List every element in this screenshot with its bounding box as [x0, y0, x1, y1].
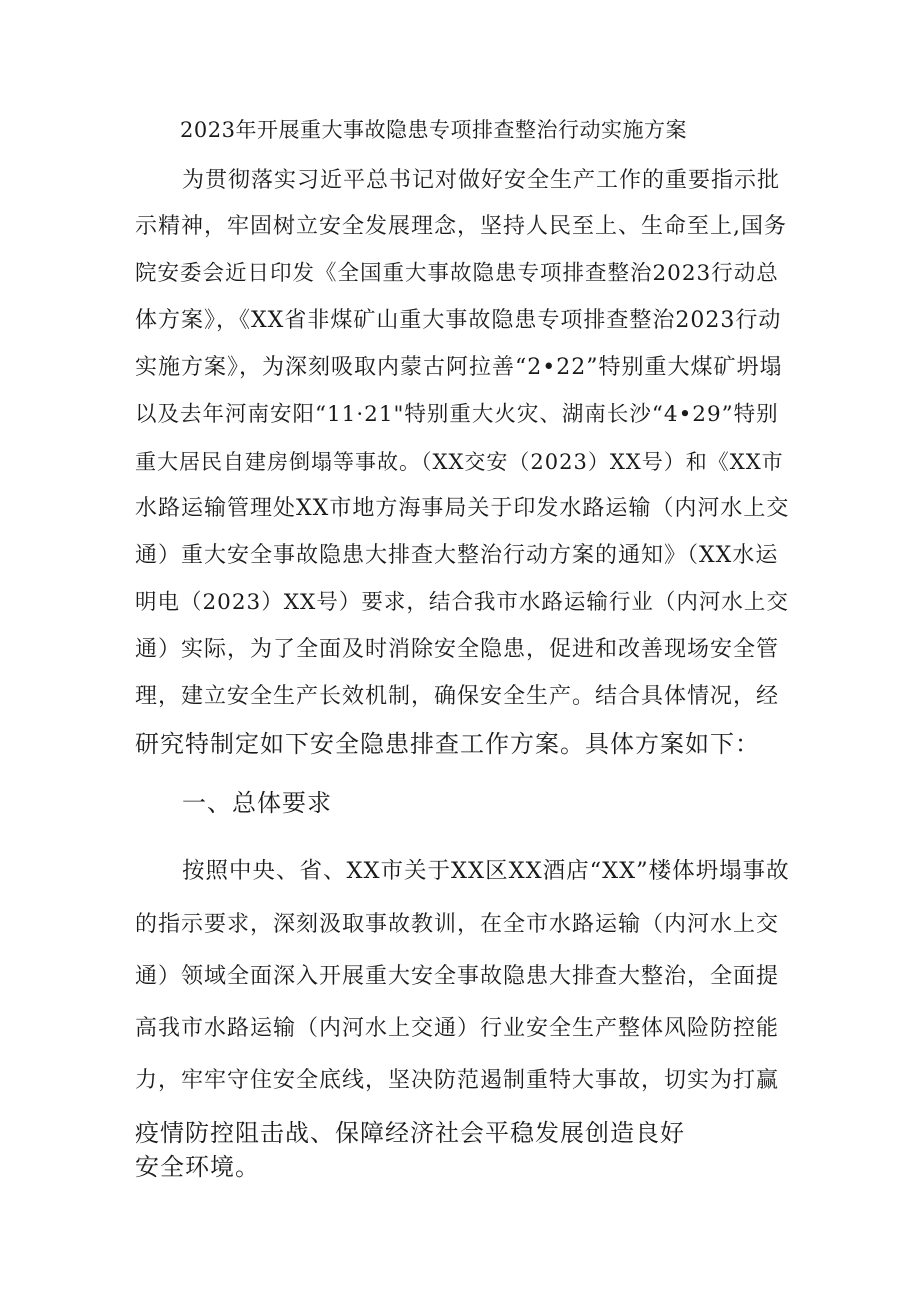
paragraph-2-line-6: 疫情防控阻击战、保障经济社会平稳发展创造良好	[135, 1119, 685, 1147]
paragraph-1-line-13: 研究特制定如下安全隐患排查工作方案。具体方案如下：	[135, 730, 760, 758]
paragraph-2-line-4: 高我市水路运输（内河水上交通）行业安全生产整体风险防控能	[135, 1016, 780, 1041]
paragraph-1-line-8: 水路运输管理处XX市地方海事局关于印发水路运输（内河水上交	[135, 496, 790, 521]
section-1-heading: 一、总体要求	[182, 789, 332, 817]
paragraph-1-line-11: 通）实际，为了全面及时消除安全隐患，促进和改善现场安全管	[135, 637, 780, 662]
paragraph-1-line-12: 理，建立安全生产长效机制，确保安全生产。结合具体情况，经	[135, 684, 780, 709]
paragraph-2-line-3: 通）领域全面深入开展重大安全事故隐患大排查大整治，全面提	[135, 964, 780, 989]
paragraph-1-line-6: 以及去年河南安阳“11·21"特别重大火灾、湖南长沙“4•29”特别	[135, 402, 779, 427]
paragraph-2-line-2: 的指示要求，深刻汲取事故教训，在全市水路运输（内河水上交	[135, 912, 780, 937]
paragraph-1-line-5: 实施方案》，为深刻吸取内蒙古阿拉善“2•22”特别重大煤矿坍塌	[135, 355, 783, 380]
paragraph-2-line-5: 力，牢牢守住安全底线，坚决防范遏制重特大事故，切实为打赢	[135, 1068, 780, 1093]
paragraph-1-line-10: 明电（2023）XX号）要求，结合我市水路运输行业（内河水上交	[135, 590, 789, 615]
paragraph-1-line-2: 示精神，牢固树立安全发展理念，坚持人民至上、生命至上,国务	[135, 214, 787, 239]
paragraph-1-line-7: 重大居民自建房倒塌等事故。（XX交安（2023）XX号）和《XX市	[135, 450, 784, 474]
paragraph-1-line-9: 通）重大安全事故隐患大排查大整治行动方案的通知》（XX水运	[135, 543, 779, 568]
paragraph-1-line-4: 体方案》，《XX省非煤矿山重大事故隐患专项排查整治2023行动	[135, 308, 782, 333]
paragraph-2-line-1: 按照中央、省、XX市关于XX区XX酒店“XX”楼体坍塌事故	[182, 858, 790, 884]
paragraph-1-line-3: 院安委会近日印发《全国重大事故隐患专项排查整治2023行动总	[135, 261, 779, 286]
paragraph-2-line-7: 安全环境。	[135, 1153, 260, 1181]
document-title: 2023年开展重大事故隐患专项排查整治行动实施方案	[180, 118, 687, 142]
paragraph-1-line-1: 为贯彻落实习近平总书记对做好安全生产工作的重要指示批	[182, 168, 781, 193]
